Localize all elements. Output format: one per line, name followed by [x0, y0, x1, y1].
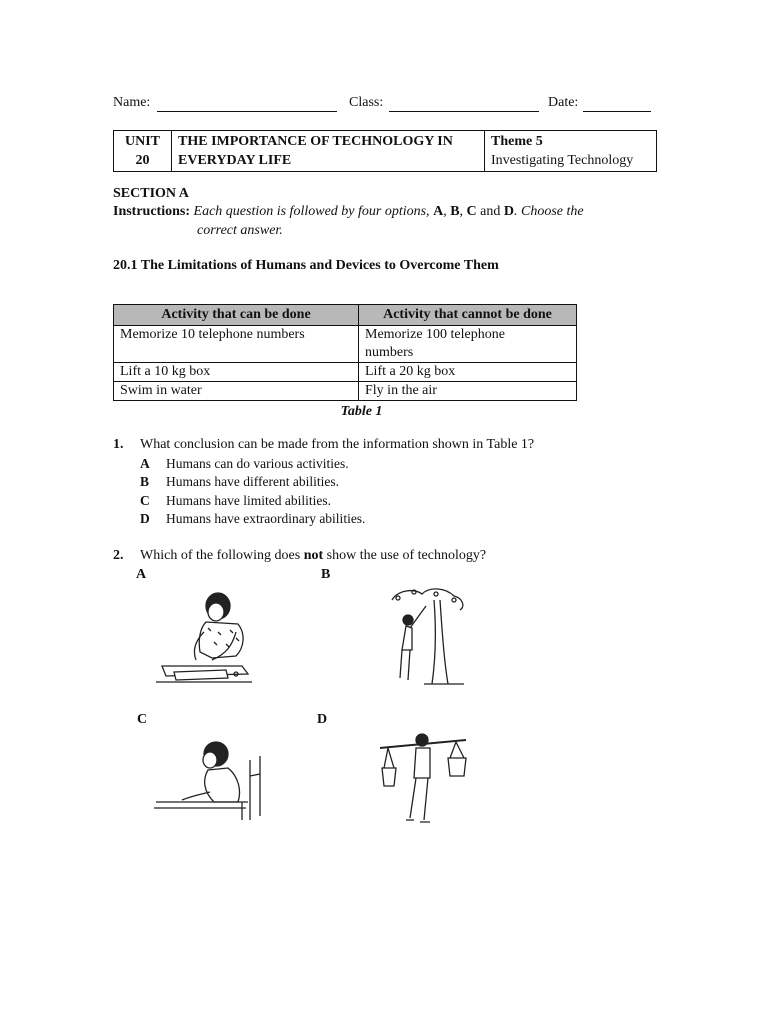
class-label: Class:: [349, 95, 384, 110]
unit-title-line2: EVERYDAY LIFE: [178, 153, 292, 168]
table-cell: Lift a 20 kg box: [359, 363, 577, 382]
table-cell: Fly in the air: [359, 382, 577, 401]
option-letter: A: [433, 204, 444, 219]
question-2: [113, 548, 486, 564]
date-field[interactable]: [583, 111, 651, 112]
table-header: Activity that cannot be done: [359, 305, 577, 326]
option-a[interactable]: [140, 456, 349, 472]
table-cell: Memorize 10 telephone numbers: [114, 326, 359, 363]
cell-line: numbers: [365, 345, 414, 360]
picture-label-a[interactable]: A: [136, 567, 147, 582]
cell-line: Memorize 100 telephone: [365, 327, 505, 342]
table-row: [114, 363, 577, 382]
question-text: Which of the following does: [140, 548, 301, 563]
theme-cell: [485, 131, 657, 172]
subtopic-heading: 20.1 The Limitations of Humans and Devices to Overcome Them: [113, 258, 499, 273]
unit-title-line1: THE IMPORTANCE OF TECHNOLOGY IN: [178, 134, 453, 149]
table-caption: Table 1: [340, 404, 383, 419]
instructions-continued: correct answer.: [197, 223, 283, 238]
theme-name: Investigating Technology: [491, 153, 634, 168]
option-key: C: [140, 493, 150, 508]
unit-number: 20: [135, 153, 150, 168]
option-letter: D: [503, 204, 514, 219]
table-row: [114, 326, 577, 363]
option-key: A: [140, 456, 150, 471]
table-cell: [359, 326, 577, 363]
picture-label-b[interactable]: B: [321, 567, 331, 582]
option-text: Humans have extraordinary abilities.: [166, 511, 366, 526]
instructions: [113, 204, 658, 220]
option-c[interactable]: [140, 493, 331, 509]
woman-cutting-illustration[interactable]: [152, 588, 256, 690]
punctuation: ,: [443, 204, 447, 219]
instructions-text: . Choose the: [514, 204, 584, 219]
table-cell: Lift a 10 kg box: [114, 363, 359, 382]
table-header: Activity that can be done: [114, 305, 359, 326]
conjunction: and: [480, 204, 501, 219]
option-key: D: [140, 511, 150, 526]
date-label: Date:: [548, 95, 579, 110]
question-1: [113, 437, 534, 453]
option-text: Humans can do various activities.: [166, 456, 349, 471]
table-row: [114, 382, 577, 401]
unit-label: UNIT: [124, 134, 160, 149]
man-carrying-buckets-illustration[interactable]: [376, 728, 470, 824]
option-d[interactable]: [140, 511, 365, 527]
instructions-label: Instructions:: [113, 204, 191, 219]
man-picking-fruit-illustration[interactable]: [384, 586, 468, 690]
section-heading: SECTION A: [113, 186, 189, 201]
child-writing-illustration[interactable]: [152, 736, 266, 824]
name-field[interactable]: [157, 111, 337, 112]
table-cell: Swim in water: [114, 382, 359, 401]
option-text: Humans have different abilities.: [166, 474, 339, 489]
activity-table: [113, 304, 577, 401]
option-b[interactable]: [140, 474, 339, 490]
theme-label: Theme 5: [491, 134, 543, 149]
question-number: 1.: [113, 437, 124, 452]
unit-cell: [114, 131, 172, 172]
question-number: 2.: [113, 548, 124, 563]
option-letter: C: [466, 204, 477, 219]
unit-title-cell: [172, 131, 485, 172]
option-key: B: [140, 474, 150, 489]
student-info-line: [113, 95, 658, 117]
question-emphasis: not: [303, 548, 324, 563]
name-label: Name:: [113, 95, 151, 110]
unit-header-box: [113, 130, 657, 172]
option-letter: B: [450, 204, 460, 219]
question-text: show the use of technology?: [326, 548, 487, 563]
picture-label-d[interactable]: D: [317, 712, 328, 727]
instructions-text: Each question is followed by four options,: [193, 204, 430, 219]
picture-label-c[interactable]: C: [137, 712, 148, 727]
punctuation: ,: [459, 204, 464, 219]
option-text: Humans have limited abilities.: [166, 493, 331, 508]
class-field[interactable]: [389, 111, 539, 112]
question-text: What conclusion can be made from the information shown in Table 1?: [140, 437, 535, 452]
